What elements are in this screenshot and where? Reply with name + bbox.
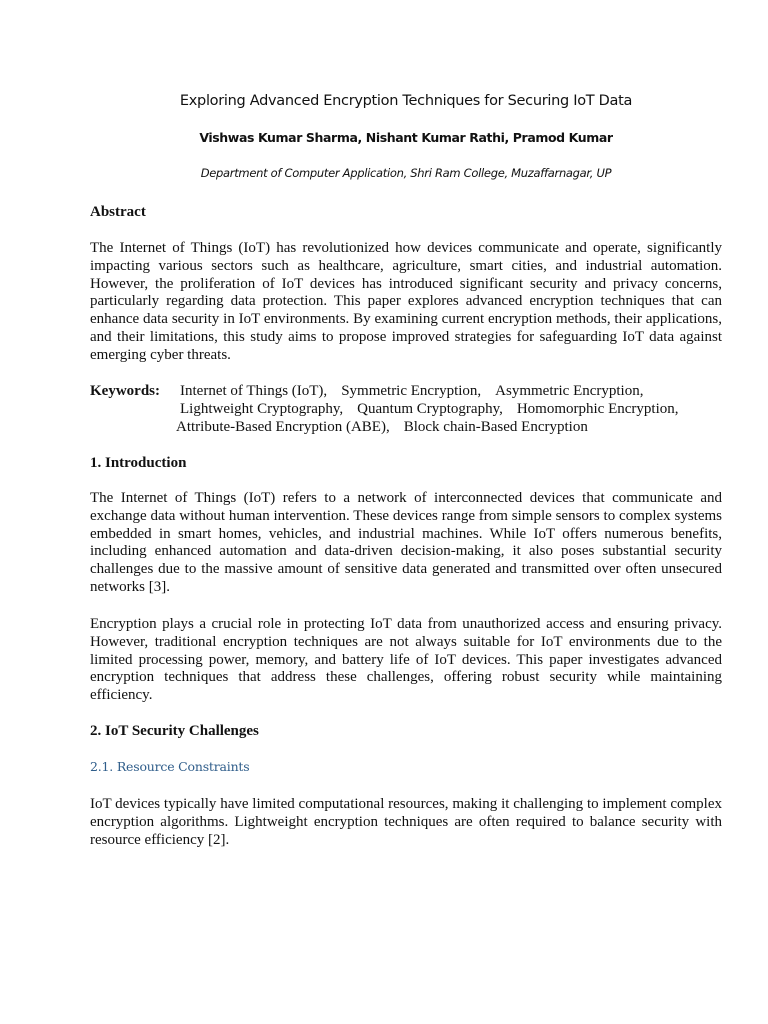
keywords-list [178,383,718,436]
paper-authors: Vishwas Kumar Sharma, Nishant Kumar Rathi, Pramod Kumar [199,130,613,145]
paper-affiliation: Department of Computer Application, Shri Ram College, Muzaffarnagar, UP [200,166,612,180]
introduction-paragraph-2: Encryption plays a crucial role in protecting IoT data from unauthorized access and ensuring privacy. However, traditional encryption techniques are not always suitable for IoT environments due to the limited processing power, memory, and battery life of IoT devices. This paper investigates advanced encryption techniques that address these challenges, offering robust security while maintaining efficiency. [90,616,722,704]
resource-constraints-subheading: 2.1. Resource Constraints [90,759,250,774]
introduction-paragraph-1: The Internet of Things (IoT) refers to a network of interconnected devices that communicate and exchange data without human intervention. These devices range from simple sensors to complex systems embedded in smart homes, vehicles, and industrial machines. While IoT offers numerous benefits, including enhanced automation and data-driven decision-making, it also poses substantial security challenges due to the massive amount of sensitive data generated and transmitted over often unsecured networks [3]. [90,490,722,595]
paper-title: Exploring Advanced Encryption Techniques for Securing IoT Data [179,93,633,109]
abstract-heading: Abstract [90,204,146,220]
resource-constraints-paragraph: IoT devices typically have limited computational resources, making it challenging to implement complex encryption algorithms. Lightweight encryption techniques are often required to balance security with resource efficiency [2]. [90,796,722,848]
keyword-item: Symmetric Encryption, [341,383,482,399]
keyword-item: Internet of Things (IoT), [180,383,328,399]
introduction-heading: 1. Introduction [90,455,187,471]
keyword-item: Asymmetric Encryption, [495,383,644,399]
keyword-item: Block chain-Based Encryption [403,418,588,435]
keyword-item: Attribute-Based Encryption (ABE), [176,418,390,435]
challenges-heading: 2. IoT Security Challenges [90,723,259,739]
keyword-item: Quantum Cryptography, [357,400,503,417]
keywords-label: Keywords: [90,383,160,399]
abstract-text: The Internet of Things (IoT) has revolutionized how devices communicate and operate, significantly impacting various sectors such as healthcare, agriculture, smart cities, and industrial automation. However, the proliferation of IoT devices has introduced significant security and privacy concerns, particularly regarding data protection. This paper explores advanced encryption techniques that can enhance data security in IoT environments. By examining current encryption methods, their applications, and their limitations, this study aims to propose improved strategies for safeguarding IoT data against emerging cyber threats. [90,240,722,363]
keyword-item: Homomorphic Encryption, [516,400,679,417]
keyword-item: Lightweight Cryptography, [180,400,344,417]
